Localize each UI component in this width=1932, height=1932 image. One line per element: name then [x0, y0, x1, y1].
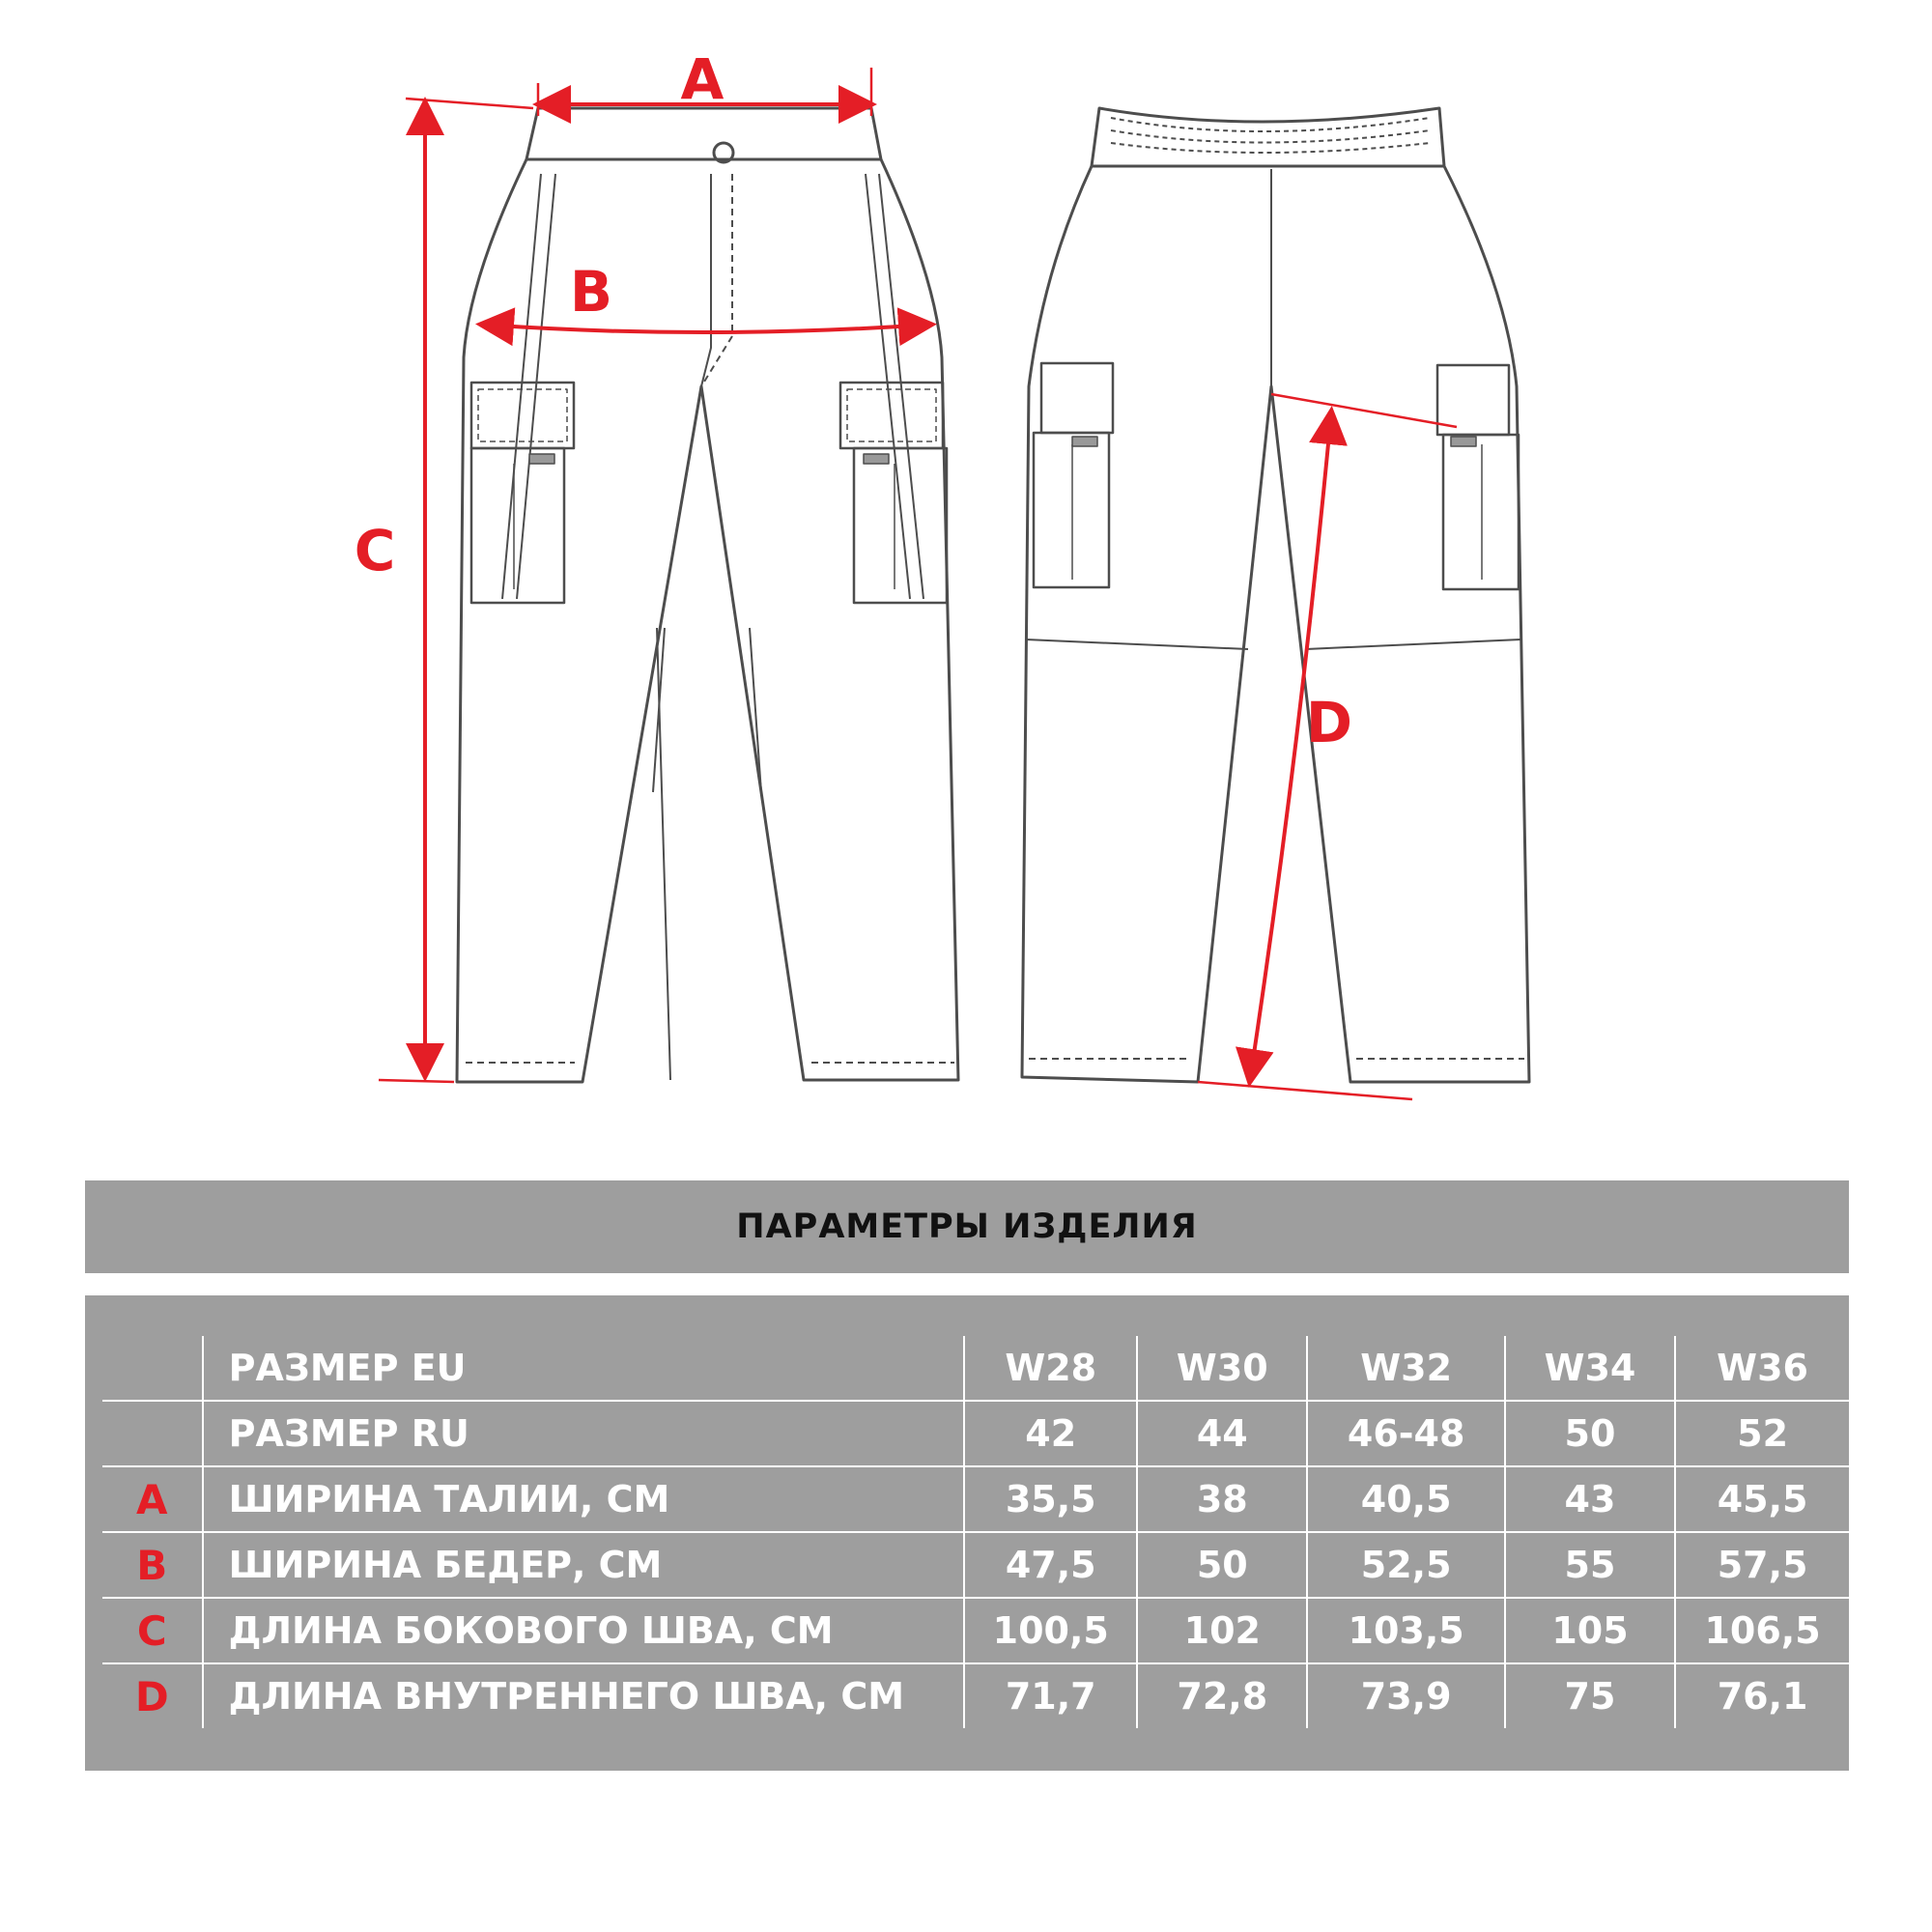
table-row [102, 1532, 1849, 1598]
table-cell: 57,5 [1675, 1532, 1849, 1598]
table-cell: 35,5 [964, 1466, 1137, 1532]
row-label: РАЗМЕР EU [203, 1336, 965, 1401]
row-label: ДЛИНА ВНУТРЕННЕГО ШВА, СМ [203, 1663, 965, 1728]
row-letter [102, 1401, 203, 1466]
label-a: A [680, 46, 724, 112]
table-cell: 47,5 [964, 1532, 1137, 1598]
back-pants-drawing [1022, 108, 1529, 1082]
table-cell: 46-48 [1307, 1401, 1504, 1466]
table-cell: 71,7 [964, 1663, 1137, 1728]
table-cell: 106,5 [1675, 1598, 1849, 1663]
table-row [102, 1401, 1849, 1466]
table-cell: 73,9 [1307, 1663, 1504, 1728]
size-header-cell: W30 [1137, 1336, 1307, 1401]
table-cell: 38 [1137, 1466, 1307, 1532]
table-cell: 105 [1505, 1598, 1675, 1663]
table-cell: 75 [1505, 1663, 1675, 1728]
table-cell: 72,8 [1137, 1663, 1307, 1728]
table-cell: 42 [964, 1401, 1137, 1466]
table-row [102, 1663, 1849, 1728]
table-cell: 44 [1137, 1401, 1307, 1466]
table-cell: 52 [1675, 1401, 1849, 1466]
row-label: ДЛИНА БОКОВОГО ШВА, СМ [203, 1598, 965, 1663]
table-row [102, 1336, 1849, 1401]
row-letter: A [102, 1466, 203, 1532]
size-header-cell: W28 [964, 1336, 1137, 1401]
table-cell: 102 [1137, 1598, 1307, 1663]
row-label: РАЗМЕР RU [203, 1401, 965, 1466]
table-cell: 100,5 [964, 1598, 1137, 1663]
row-label: ШИРИНА БЕДЕР, СМ [203, 1532, 965, 1598]
table-cell: 43 [1505, 1466, 1675, 1532]
table-cell: 76,1 [1717, 1675, 1808, 1718]
size-table [102, 1336, 1849, 1728]
size-header-cell: W36 [1675, 1336, 1849, 1401]
label-b: B [569, 259, 613, 325]
table-cell: 55 [1505, 1532, 1675, 1598]
size-header-cell: W32 [1307, 1336, 1504, 1401]
size-table-panel [85, 1295, 1849, 1771]
table-cell: 52,5 [1307, 1532, 1504, 1598]
table-title: ПАРАМЕТРЫ ИЗДЕЛИЯ [736, 1208, 1198, 1246]
size-header-cell: W34 [1505, 1336, 1675, 1401]
row-letter [102, 1336, 203, 1401]
row-letter: B [102, 1532, 203, 1598]
row-letter: C [102, 1598, 203, 1663]
table-row [102, 1466, 1849, 1532]
label-c: C [354, 518, 396, 583]
front-pants-drawing [457, 108, 958, 1082]
row-label: ШИРИНА ТАЛИИ, СМ [203, 1466, 965, 1532]
row-letter: D [102, 1663, 203, 1728]
table-row [102, 1598, 1849, 1663]
label-d: D [1305, 690, 1353, 755]
table-cell: 50 [1505, 1401, 1675, 1466]
table-title-bar [85, 1180, 1849, 1273]
table-cell: 40,5 [1307, 1466, 1504, 1532]
table-cell: 45,5 [1675, 1466, 1849, 1532]
table-cell: 50 [1137, 1532, 1307, 1598]
table-cell: 103,5 [1307, 1598, 1504, 1663]
